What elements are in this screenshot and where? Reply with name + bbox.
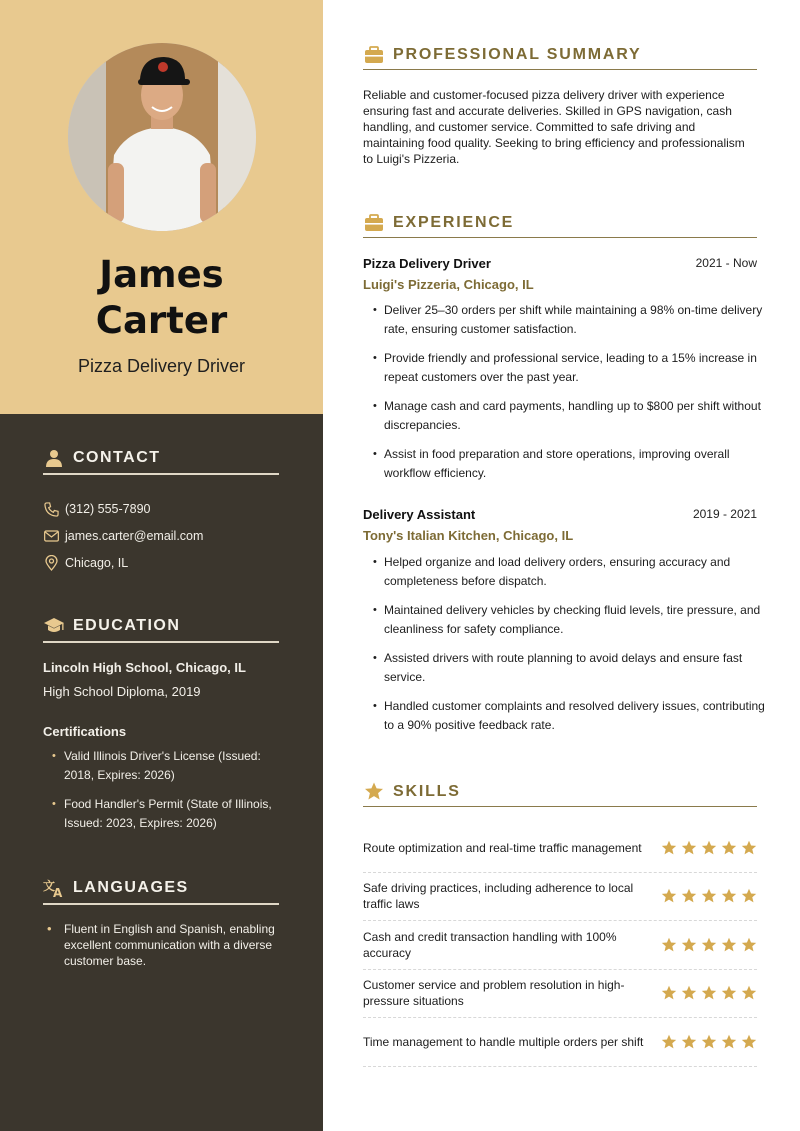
contact-heading-label: CONTACT [73, 449, 161, 466]
job-bullets [363, 301, 773, 493]
job-title: Pizza Delivery Driver [363, 256, 491, 271]
candidate-title: Pizza Delivery Driver [77, 356, 246, 376]
skill-name: Customer service and problem resolution in high-pressure situations [363, 978, 625, 1009]
star-icon [721, 985, 737, 1001]
languages-list [43, 921, 283, 979]
star-icon [701, 888, 717, 904]
education-heading [43, 611, 279, 643]
star-icon [363, 781, 385, 803]
star-icon [661, 888, 677, 904]
list-item: • Fluent in English and Spanish, enabling excellent communication with a diverse customer base. [43, 921, 283, 969]
contact-location [43, 555, 128, 571]
skill-rating [661, 840, 757, 856]
skills-heading-label: SKILLS [393, 782, 461, 800]
skill-name: Route optimization and real-time traffic management [363, 840, 642, 855]
profile-photo [68, 43, 256, 231]
skill-row [363, 873, 757, 922]
graduation-cap-icon [43, 615, 65, 637]
job-company: Luigi's Pizzeria, Chicago, IL [363, 277, 534, 292]
star-icon [681, 840, 697, 856]
languages-heading-label: LANGUAGES [73, 879, 189, 896]
star-icon [741, 1034, 757, 1050]
job-company: Tony's Italian Kitchen, Chicago, IL [363, 528, 574, 543]
list-item: • Handled customer complaints and resolved delivery issues, contributing to a 90% positive feedback rate. [363, 697, 773, 735]
contact-phone[interactable] [43, 501, 150, 517]
job-title: Delivery Assistant [363, 507, 476, 522]
skill-rating [661, 1034, 757, 1050]
email-text: james.carter@email.com [65, 529, 204, 543]
skill-name: Time management to handle multiple orders per shift [363, 1034, 644, 1049]
skill-rating [661, 888, 757, 904]
skill-row [363, 1018, 757, 1067]
candidate-name [0, 252, 323, 344]
star-icon [661, 840, 677, 856]
list-item: • Assisted drivers with route planning to avoid delays and ensure fast service. [363, 649, 773, 687]
star-icon [701, 937, 717, 953]
star-icon [741, 840, 757, 856]
star-icon [721, 1034, 737, 1050]
list-item: • Valid Illinois Driver's License (Issued: 2018, Expires: 2026) [43, 747, 283, 785]
experience-heading [363, 208, 757, 238]
location-text: Chicago, IL [65, 556, 129, 570]
mail-icon [43, 528, 59, 544]
languages-heading [43, 873, 279, 905]
phone-icon [43, 501, 59, 517]
list-item: • Assist in food preparation and store operations, improving overall workflow efficiency. [363, 445, 773, 483]
education-heading-label: EDUCATION [73, 617, 181, 634]
svg-text:文: 文 [43, 879, 56, 893]
skills-list [363, 824, 757, 1067]
job-dates: 2019 - 2021 [692, 507, 757, 521]
list-item: • Food Handler's Permit (State of Illinois, Issued: 2023, Expires: 2026) [43, 795, 283, 833]
experience-heading-label: EXPERIENCE [393, 213, 515, 231]
translate-icon [43, 877, 65, 899]
profile-header [0, 0, 323, 414]
education-school: Lincoln High School, Chicago, IL [43, 660, 246, 675]
summary-heading-label: PROFESSIONAL SUMMARY [393, 45, 642, 63]
sidebar [0, 0, 323, 1131]
education-degree: High School Diploma, 2019 [43, 684, 201, 699]
star-icon [681, 888, 697, 904]
list-item: • Provide friendly and professional service, leading to a 15% increase in repeat customers over the past year. [363, 349, 773, 387]
star-icon [661, 985, 677, 1001]
summary-text: Reliable and customer-focused pizza delivery driver with experience ensuring fast and accurate deliveries. Skilled in GPS navigation, cash handling, and customer service. Committed to safe driving and maintaining food quality. Seeking to bring efficiency and professionalism to Luigi's Pizzeria. [363, 88, 745, 166]
phone-text: (312) 555-7890 [65, 502, 151, 516]
list-item: • Maintained delivery vehicles by checking fluid levels, tire pressure, and cleanliness for safety compliance. [363, 601, 773, 639]
star-icon [741, 985, 757, 1001]
certifications-heading: Certifications [43, 724, 127, 739]
skill-row [363, 921, 757, 970]
certifications-list [43, 747, 283, 843]
skill-name: Cash and credit transaction handling with 100% accuracy [363, 929, 617, 960]
last-name: Carter [95, 299, 228, 342]
list-item: • Deliver 25–30 orders per shift while maintaining a 98% on-time delivery rate, ensuring customer satisfaction. [363, 301, 773, 339]
star-icon [741, 888, 757, 904]
skill-row [363, 824, 757, 873]
skill-name: Safe driving practices, including adherence to local traffic laws [363, 881, 634, 912]
svg-text:A: A [53, 886, 63, 898]
list-item: • Helped organize and load delivery orders, ensuring accuracy and completeness before dispatch. [363, 553, 773, 591]
star-icon [721, 888, 737, 904]
star-icon [701, 1034, 717, 1050]
briefcase-icon [363, 212, 385, 234]
summary-heading [363, 40, 757, 70]
contact-heading [43, 443, 279, 475]
briefcase-icon [363, 44, 385, 66]
contact-email[interactable] [43, 528, 203, 544]
star-icon [681, 1034, 697, 1050]
skill-rating [661, 985, 757, 1001]
star-icon [681, 985, 697, 1001]
job-bullets [363, 553, 773, 745]
star-icon [741, 937, 757, 953]
first-name: James [99, 253, 224, 296]
star-icon [721, 937, 737, 953]
user-icon [43, 447, 65, 469]
skill-row [363, 970, 757, 1019]
star-icon [661, 1034, 677, 1050]
star-icon [721, 840, 737, 856]
star-icon [661, 937, 677, 953]
skill-rating [661, 937, 757, 953]
list-item: • Manage cash and card payments, handling up to $800 per shift without discrepancies. [363, 397, 773, 435]
skills-heading [363, 777, 757, 807]
star-icon [701, 840, 717, 856]
star-icon [681, 937, 697, 953]
star-icon [701, 985, 717, 1001]
map-pin-icon [43, 555, 59, 571]
job-dates: 2021 - Now [695, 256, 757, 270]
